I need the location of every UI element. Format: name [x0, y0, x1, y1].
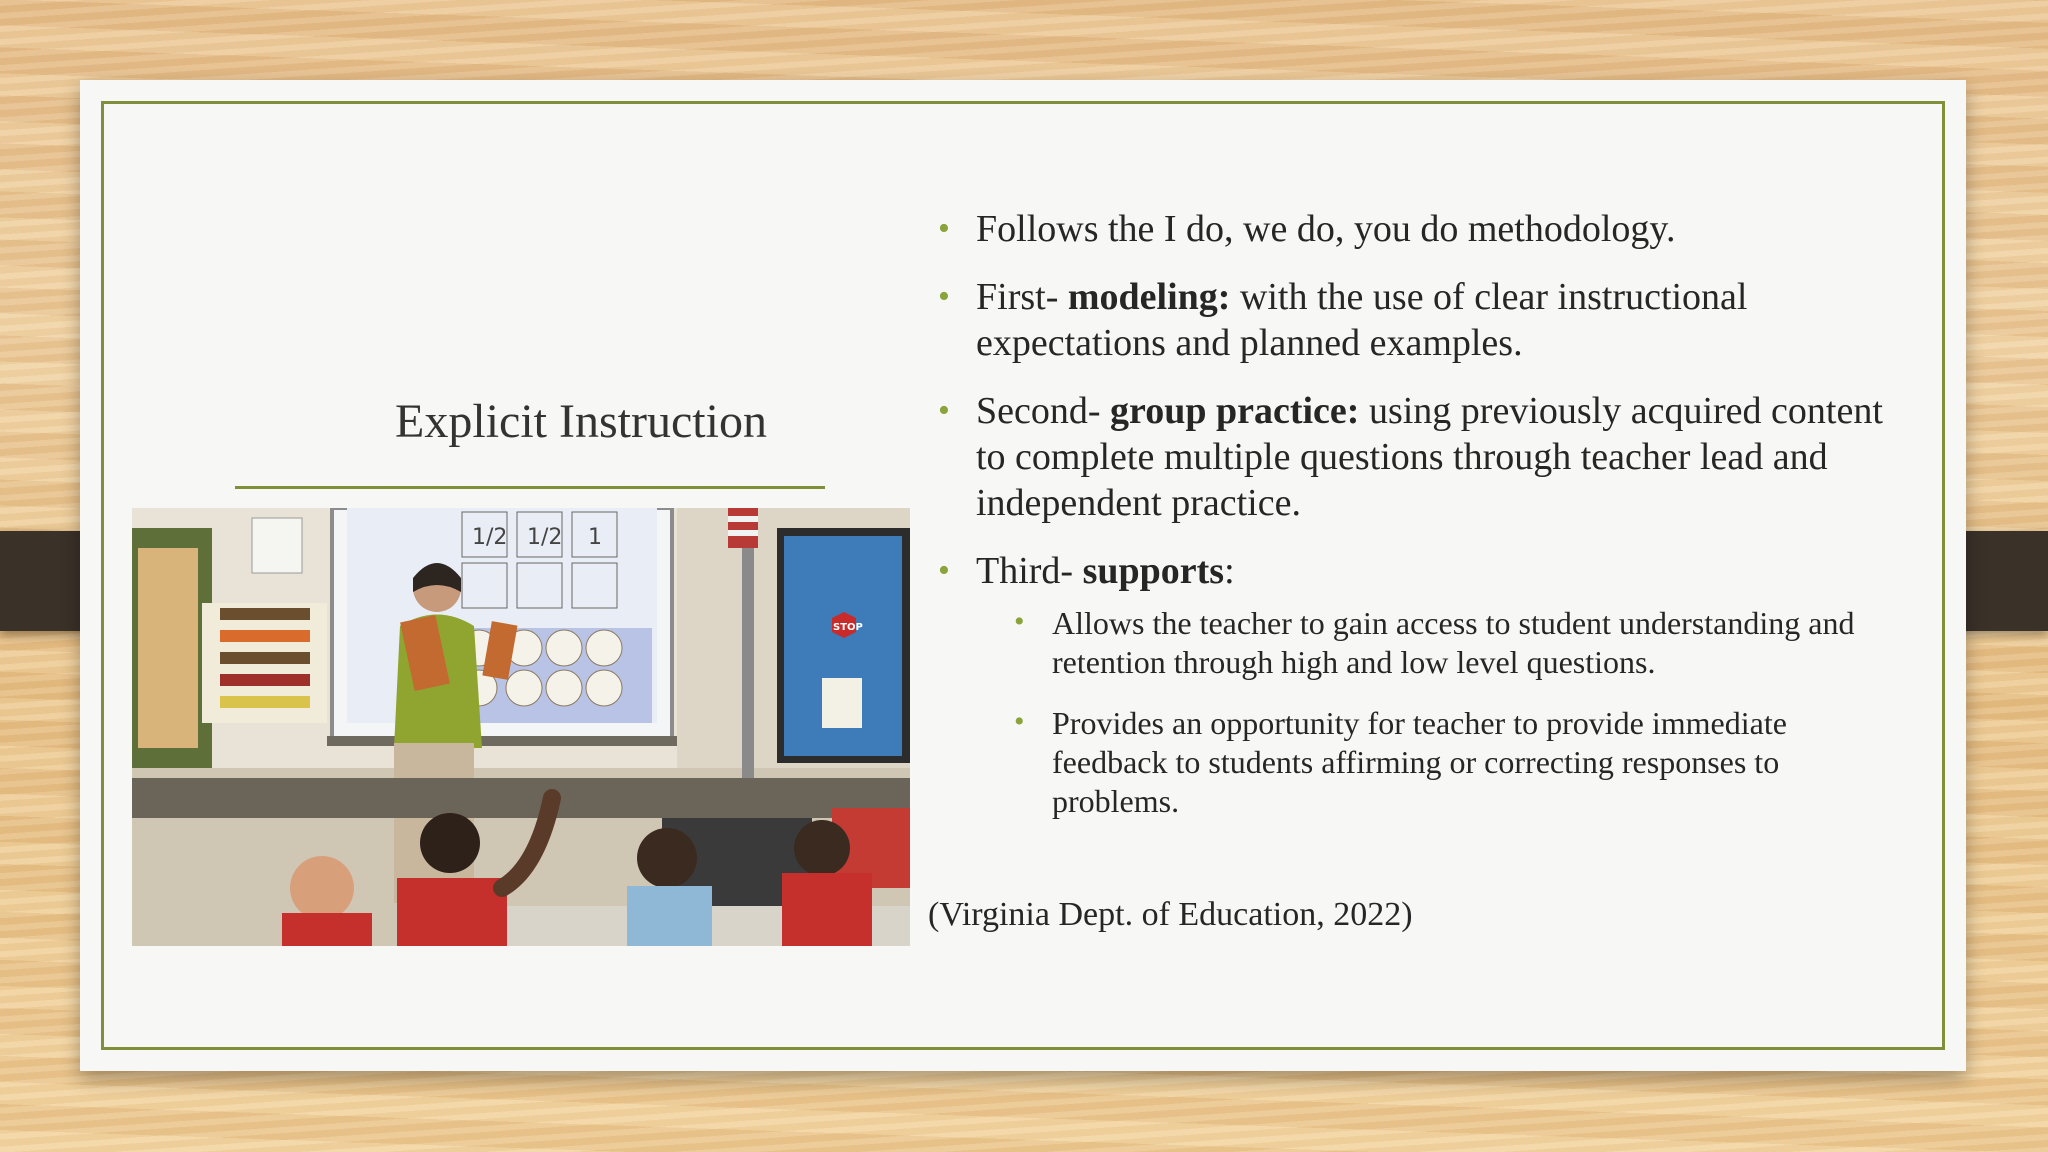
bullet-text: Follows the I do, we do, you do methodology.: [976, 208, 1676, 250]
bullet-rest: using previously acquired content to complete multiple questions through teacher lead and independent practice.: [976, 390, 1883, 524]
sub-bullet-item-feedback: [930, 704, 1890, 821]
board-fraction-3: 1: [588, 525, 602, 550]
board-fraction-1: 1/2: [472, 525, 508, 550]
bullet-dot-icon: •: [938, 210, 950, 247]
bullet-bold-term: group practice:: [1110, 390, 1360, 432]
bullet-prefix: Third-: [976, 550, 1083, 592]
bullet-item-methodology: [930, 206, 1890, 252]
bullet-item-modeling: [930, 274, 1890, 366]
sub-bullet-text: Provides an opportunity for teacher to provide immediate feedback to students affirming or correcting responses to problems.: [1052, 705, 1787, 819]
classroom-photo: [132, 508, 910, 946]
citation: (Virginia Dept. of Education, 2022): [928, 896, 1413, 933]
sub-bullet-dot-icon: •: [1014, 605, 1025, 638]
bullet-rest: with the use of clear instructional expectations and planned examples.: [976, 276, 1748, 364]
bullet-list: [930, 206, 1890, 843]
bullet-bold-term: supports: [1082, 550, 1225, 592]
sub-bullet-item-access: [930, 604, 1890, 682]
bullet-bold-term: modeling:: [1067, 276, 1231, 318]
bullet-item-supports: [930, 548, 1890, 594]
bullet-dot-icon: •: [938, 392, 950, 429]
bullet-dot-icon: •: [938, 278, 950, 315]
bullet-prefix: Second-: [976, 390, 1111, 432]
bullet-rest: :: [1224, 550, 1235, 592]
board-fraction-2: 1/2: [527, 525, 563, 550]
sub-bullet-text: Allows the teacher to gain access to student understanding and retention through high and low level questions.: [1052, 605, 1855, 680]
bullet-prefix: First-: [976, 276, 1068, 318]
title-underline: [235, 486, 825, 489]
sub-bullet-dot-icon: •: [1014, 705, 1025, 738]
bullet-item-group-practice: [930, 388, 1890, 526]
slide: [80, 80, 1966, 1071]
bullet-dot-icon: •: [938, 552, 950, 589]
stop-sign-text: STOP: [833, 622, 863, 633]
slide-title: Explicit Instruction: [395, 395, 767, 448]
